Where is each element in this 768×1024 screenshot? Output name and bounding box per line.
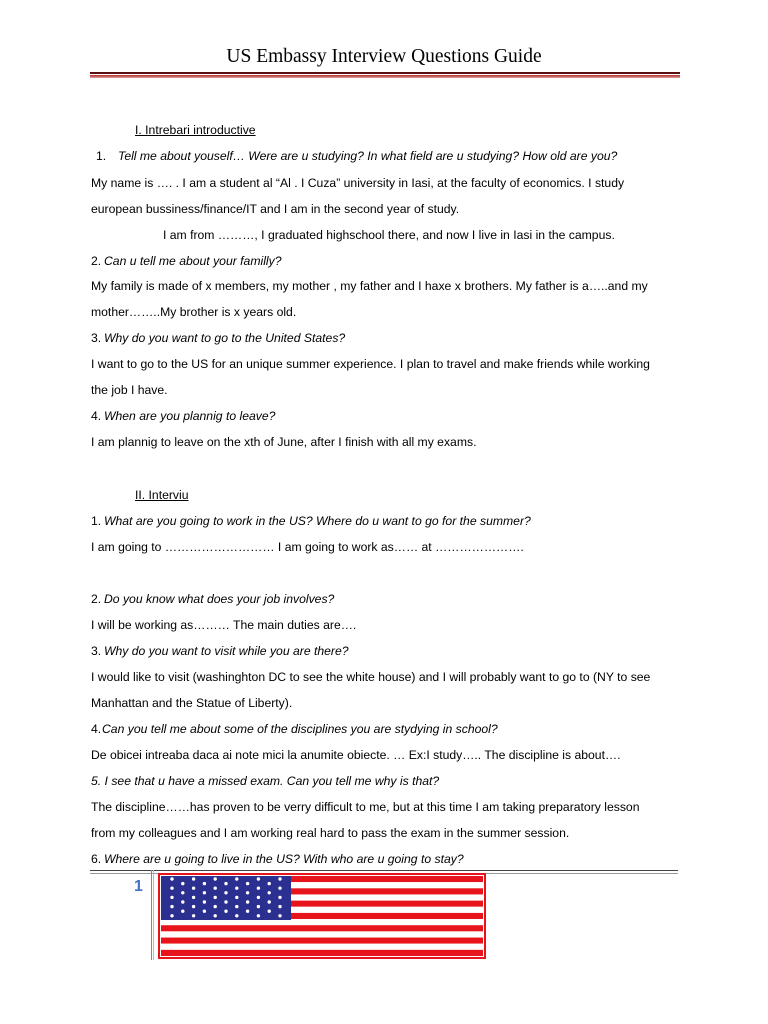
flag-star — [224, 900, 227, 903]
title-rule-accent — [90, 75, 680, 78]
question-text: Do you know what does your job involves? — [104, 592, 335, 606]
flag-star — [246, 900, 249, 903]
answer-text: My family is made of x members, my mother , my father and I haxe x brothers. My father is a…..and my — [91, 279, 648, 293]
flag-star — [235, 887, 238, 890]
flag-stripe — [161, 938, 483, 944]
answer-text: The discipline……has proven to be verry difficult to me, but at this time I am taking preparatory lesson — [91, 800, 640, 814]
flag-star — [257, 887, 260, 890]
page-number: 1 — [134, 878, 143, 895]
footer-rule — [90, 870, 678, 871]
flag-stripe — [161, 925, 483, 931]
question-number: 1. — [96, 149, 107, 163]
flag-star — [203, 882, 206, 885]
flag-star — [268, 882, 271, 885]
flag-star — [257, 905, 260, 908]
section-heading: II. Interviu — [135, 488, 189, 502]
section-heading: I. Intrebari introductive — [135, 123, 256, 137]
question-text: Where are u going to live in the US? With who are u going to stay? — [104, 852, 464, 866]
footer-divider-secondary — [153, 870, 154, 960]
flag-star — [192, 877, 195, 880]
flag-star — [181, 910, 184, 913]
flag-star — [181, 900, 184, 903]
flag-star — [214, 887, 217, 890]
flag-star — [192, 887, 195, 890]
question-text: When are you plannig to leave? — [104, 409, 276, 423]
answer-text: I want to go to the US for an unique summer experience. I plan to travel and make friends while working — [91, 357, 650, 371]
question-number: 6. — [91, 852, 102, 866]
flag-star — [214, 877, 217, 880]
flag-star — [278, 877, 281, 880]
flag-star — [278, 887, 281, 890]
flag-star — [181, 891, 184, 894]
question-text: What are you going to work in the US? Where do u want to go for the summer? — [104, 514, 531, 528]
question-text: Why do you want to go to the United States? — [104, 331, 346, 345]
flag-star — [246, 910, 249, 913]
question-text: Can you tell me about some of the disciplines you are stydying in school? — [102, 722, 498, 736]
answer-text: I am from ………, I graduated highschool there, and now I live in Iasi in the campus. — [163, 228, 615, 242]
flag-star — [214, 914, 217, 917]
flag-star — [203, 910, 206, 913]
flag-star — [268, 910, 271, 913]
flag-star — [235, 905, 238, 908]
flag-star — [181, 882, 184, 885]
flag-star — [170, 896, 173, 899]
flag-star — [224, 891, 227, 894]
flag-star — [235, 877, 238, 880]
flag-star — [214, 896, 217, 899]
question-number: 4. — [91, 409, 102, 423]
flag-star — [246, 882, 249, 885]
question-text: Tell me about youself… Were are u studying? In what field are u studying? How old are you? — [118, 149, 618, 163]
flag-star — [224, 882, 227, 885]
answer-text: mother……..My brother is x years old. — [91, 305, 297, 319]
flag-star — [214, 905, 217, 908]
question-number: 3. — [91, 331, 102, 345]
flag-star — [170, 905, 173, 908]
answer-text: My name is …. . I am a student al “Al . I Cuza” university in Iasi, at the faculty of economics. I study — [91, 176, 625, 190]
flag-stripe — [161, 950, 483, 956]
flag-star — [203, 900, 206, 903]
flag-star — [235, 914, 238, 917]
flag-star — [278, 896, 281, 899]
flag-star — [203, 891, 206, 894]
flag-star — [278, 914, 281, 917]
answer-text: from my colleagues and I am working real hard to pass the exam in the summer session. — [91, 826, 570, 840]
flag-star — [170, 887, 173, 890]
title-rule — [90, 72, 680, 74]
question-number: 2. — [91, 592, 102, 606]
flag-star — [278, 905, 281, 908]
question-text: Why do you want to visit while you are there? — [104, 644, 349, 658]
answer-text: I am plannig to leave on the xth of June, after I finish with all my exams. — [91, 435, 477, 449]
flag-star — [170, 914, 173, 917]
question-number: 1. — [91, 514, 102, 528]
answer-text: I would like to visit (washinghton DC to see the white house) and I will probably want to go to (NY to see — [91, 670, 651, 684]
question-number: 3. — [91, 644, 102, 658]
answer-text: Manhattan and the Statue of Liberty). — [91, 696, 293, 710]
us-flag-icon — [158, 873, 486, 959]
flag-star — [235, 896, 238, 899]
answer-text: I am going to ……………………… I am going to work as…… at …………………. — [91, 540, 524, 554]
flag-star — [268, 891, 271, 894]
flag-star — [224, 910, 227, 913]
question-text: Can u tell me about your familly? — [104, 254, 282, 268]
answer-text: De obicei intreaba daca ai note mici la anumite obiecte. … Ex:I study….. The discipline is about…. — [91, 748, 621, 762]
flag-stripe — [161, 944, 483, 950]
answer-text: european bussiness/finance/IT and I am in the second year of study. — [91, 202, 460, 216]
flag-star — [192, 896, 195, 899]
flag-star — [268, 900, 271, 903]
flag-star — [257, 877, 260, 880]
question-number: 4. — [91, 722, 102, 736]
flag-stripe — [161, 931, 483, 937]
footer-divider — [151, 870, 152, 960]
flag-star — [170, 877, 173, 880]
flag-star — [192, 914, 195, 917]
answer-text: the job I have. — [91, 383, 168, 397]
page-title: US Embassy Interview Questions Guide — [226, 46, 542, 67]
flag-star — [257, 896, 260, 899]
flag-star — [257, 914, 260, 917]
question-text: 5. I see that u have a missed exam. Can you tell me why is that? — [91, 774, 440, 788]
question-number: 2. — [91, 254, 102, 268]
answer-text: I will be working as……… The main duties are…. — [91, 618, 357, 632]
flag-star — [246, 891, 249, 894]
flag-star — [192, 905, 195, 908]
